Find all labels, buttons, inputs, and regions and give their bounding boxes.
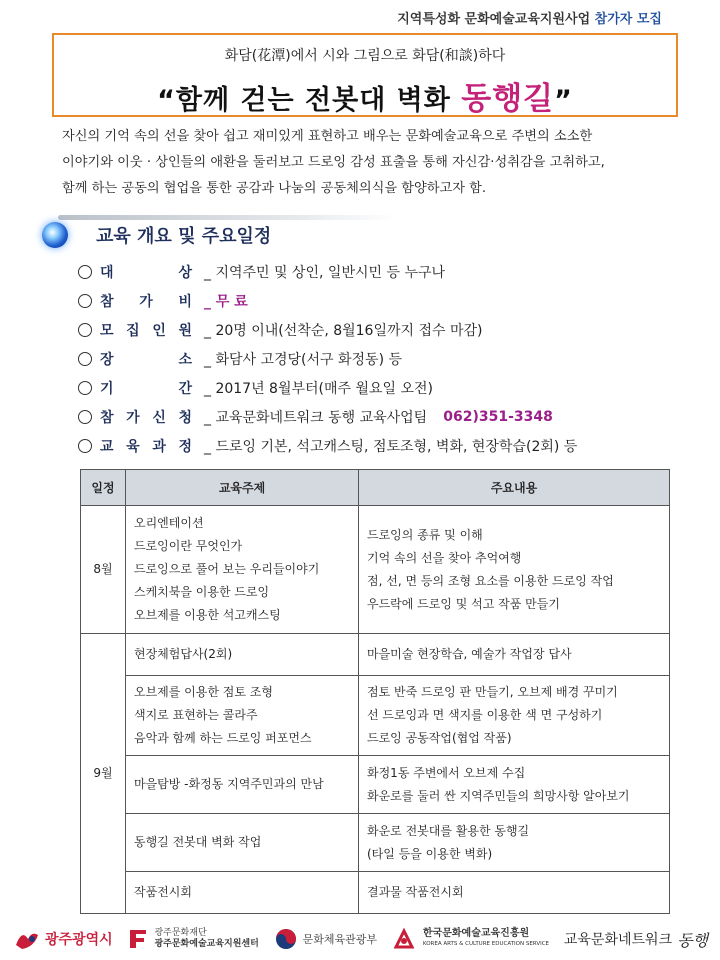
circle-bullet-icon: [78, 381, 92, 395]
ministry-name: 문화체육관광부: [302, 932, 378, 946]
overview-key-char: 신: [152, 409, 166, 426]
cell-line: 화정1동 주변에서 오브제 수집: [367, 765, 526, 780]
content-cell: [359, 814, 670, 872]
intro-line: 이야기와 이웃 · 상인들의 애환을 둘러보고 드로잉 감성 표출을 통해 자신감·성취감을 고취하고,: [62, 155, 605, 170]
phone-number: 062)351-3348: [443, 408, 553, 425]
overview-key: [100, 291, 198, 311]
overview-item: [78, 402, 698, 431]
arte-logo: [392, 927, 549, 951]
overview-key-char: 육: [126, 438, 140, 455]
cell-line: 기억 속의 선을 찾아 추억여행: [367, 550, 522, 565]
overview-key-char: 청: [178, 409, 192, 426]
cell-line: 오브제를 이용한 점토 조형: [134, 685, 273, 699]
overview-key-char: 과: [152, 438, 166, 455]
recruit-label: 참가자 모집: [594, 12, 662, 27]
cell-line: 드로잉 공동작업(협업 작품): [367, 731, 512, 745]
header-month: 일정: [81, 470, 126, 506]
overview-key-char: 상: [178, 264, 192, 281]
overview-key-char: 간: [178, 380, 192, 397]
foundation-emblem-icon: [127, 927, 149, 951]
overview-key-char: 정: [178, 438, 192, 455]
table-row: [81, 872, 670, 914]
overview-item: [78, 431, 698, 460]
cell-line: 마을탐방 -화정동 지역주민과의 만남: [134, 777, 324, 791]
circle-bullet-icon: [78, 439, 92, 453]
gwangju-emblem-icon: [14, 927, 40, 951]
table-row: [81, 506, 670, 634]
circle-bullet-icon: [78, 265, 92, 279]
overview-key: [100, 378, 198, 398]
table-row: [81, 676, 670, 756]
intro-line: 자신의 기억 속의 선을 찾아 쉽고 재미있게 표현하고 배우는 문화예술교육으로 주변의 소소한: [62, 129, 593, 144]
table-row: [81, 634, 670, 676]
overview-key-char: 장: [100, 351, 114, 368]
arte-name: 한국문화예술교육진흥원: [422, 928, 530, 939]
overview-key-char: 참: [100, 409, 114, 426]
topic-cell: [126, 634, 359, 676]
overview-value: _ 교육문화네트워크 동행 교육사업팀: [204, 409, 428, 426]
overview-value: _ 지역주민 및 상인, 일반시민 등 누구나: [204, 264, 446, 281]
cell-line: 드로잉으로 풀어 보는 우리들이야기: [134, 562, 320, 576]
arte-name-en: KOREA ARTS & CULTURE EDUCATION SERVICE: [422, 941, 550, 947]
overview-key-char: 가: [126, 409, 140, 426]
table-row: [81, 756, 670, 814]
taegeuk-icon: [274, 927, 298, 951]
title-quote-close: ”: [554, 85, 573, 116]
cell-line: 점, 선, 면 등의 조형 요소를 이용한 드로잉 작업: [367, 573, 614, 588]
cell-line: 결과물 작품전시회: [367, 885, 464, 899]
overview-key: [100, 407, 198, 427]
cell-line: 작품전시회: [134, 885, 192, 899]
section-title: 교육 개요 및 주요일정: [96, 226, 272, 247]
overview-value: _ 2017년 8월부터(매주 월요일 오전): [204, 380, 434, 397]
overview-value: _ 화담사 고경당(서구 화정동) 등: [204, 351, 403, 368]
overview-key-char: 모: [100, 322, 114, 339]
content-cell: [359, 756, 670, 814]
heading-bar: [58, 215, 398, 220]
cell-line: 오리엔테이션: [134, 516, 204, 530]
topic-cell: [126, 872, 359, 914]
circle-bullet-icon: [78, 352, 92, 366]
cell-line: 드로잉의 종류 및 이해: [367, 527, 483, 542]
cell-line: 화운로 전봇대를 활용한 동행길: [367, 823, 530, 838]
overview-item: [78, 373, 698, 402]
overview-key-char: 가: [139, 293, 153, 310]
overview-item: [78, 257, 698, 286]
intro-line: 함께 하는 공동의 협업을 통한 공감과 나눔의 공동체의식을 함양하고자 함.: [62, 181, 487, 196]
foundation-name: 광주문화예술교육지원센터: [154, 939, 259, 949]
overview-key-char: 집: [126, 322, 140, 339]
overview-key-char: 기: [100, 380, 114, 397]
title-subtitle: 화담(花潭)에서 시와 그림으로 화담(和談)하다: [224, 48, 506, 64]
overview-item: [78, 286, 698, 315]
foundation-small-label: 광주문화재단: [154, 928, 207, 938]
topic-cell: [126, 756, 359, 814]
header-topic: 교육주제: [126, 470, 359, 506]
table-row: [81, 814, 670, 872]
title-main-text: “함께 걷는 전봇대 벽화: [157, 85, 462, 116]
overview-key: [100, 262, 198, 282]
overview-key-char: 대: [100, 264, 114, 281]
program-label: 지역특성화 문화예술교육지원사업: [397, 12, 591, 27]
overview-key-char: 원: [178, 322, 192, 339]
cell-line: 드로잉이란 무엇인가: [134, 539, 243, 553]
network-brush: 동행: [677, 930, 708, 950]
circle-bullet-icon: [78, 410, 92, 424]
intro-paragraph: [62, 124, 702, 202]
overview-value: _ 20명 이내(선착순, 8월16일까지 접수 마감): [204, 322, 483, 339]
cell-line: 오브제를 이용한 석고캐스팅: [134, 608, 281, 622]
overview-key-char: 비: [178, 293, 192, 310]
topic-cell: [126, 814, 359, 872]
content-cell: [359, 634, 670, 676]
header-content: 주요내용: [359, 470, 670, 506]
cell-line: 선 드로잉과 면 색지를 이용한 색 면 구성하기: [367, 708, 603, 722]
table-header-row: [81, 470, 670, 506]
overview-item: [78, 315, 698, 344]
topic-cell: [126, 676, 359, 756]
section-heading: [38, 212, 538, 252]
overview-key-char: 참: [100, 293, 114, 310]
title-box: [52, 33, 678, 117]
cell-line: 마을미술 현장학습, 예술가 작업장 답사: [367, 647, 572, 661]
overview-key: [100, 320, 198, 340]
overview-list: [78, 257, 698, 460]
circle-bullet-icon: [78, 323, 92, 337]
cell-line: (타일 등을 이용한 벽화): [367, 846, 493, 861]
network-logo: [564, 928, 708, 951]
overview-value: _ 무 료: [204, 293, 248, 310]
month-cell: 9월: [81, 634, 126, 914]
overview-item: [78, 344, 698, 373]
topic-cell: [126, 506, 359, 634]
circle-bullet-icon: [78, 294, 92, 308]
content-cell: [359, 872, 670, 914]
arte-emblem-icon: [392, 927, 418, 951]
title-highlight: 동행길: [461, 81, 555, 117]
foundation-logo: [127, 927, 258, 951]
gwangju-logo: [14, 927, 113, 951]
gwangju-name: 광주광역시: [45, 932, 113, 948]
overview-key-char: 인: [152, 322, 166, 339]
cell-line: 우드락에 드로잉 및 석고 작품 만들기: [367, 596, 560, 611]
blue-orb-icon: [42, 222, 68, 248]
cell-line: 음악과 함께 하는 드로잉 퍼포먼스: [134, 731, 312, 745]
overview-key-char: 소: [178, 351, 192, 368]
overview-key: [100, 436, 198, 456]
cell-line: 스케치북을 이용한 드로잉: [134, 585, 270, 599]
overview-key: [100, 349, 198, 369]
overview-key-char: 교: [100, 438, 114, 455]
schedule-table: [80, 469, 670, 914]
cell-line: 점토 반죽 드로잉 판 만들기, 오브제 배경 꾸미기: [367, 685, 618, 699]
cell-line: 화운로를 둘러 싼 지역주민들의 희망사항 알아보기: [367, 788, 630, 803]
content-cell: [359, 506, 670, 634]
cell-line: 색지로 표현하는 콜라주: [134, 708, 258, 722]
cell-line: 현장체험답사(2회): [134, 647, 233, 661]
cell-line: 동행길 전봇대 벽화 작업: [134, 835, 262, 849]
month-cell: 8월: [81, 506, 126, 634]
ministry-logo: [274, 927, 377, 951]
sponsor-logos: [0, 918, 720, 960]
overview-value: _ 드로잉 기본, 석고캐스팅, 점토조형, 벽화, 현장학습(2회) 등: [204, 438, 578, 455]
title-main: [54, 73, 676, 118]
program-tag: [397, 8, 662, 27]
network-name: 교육문화네트워크: [563, 932, 673, 948]
content-cell: [359, 676, 670, 756]
